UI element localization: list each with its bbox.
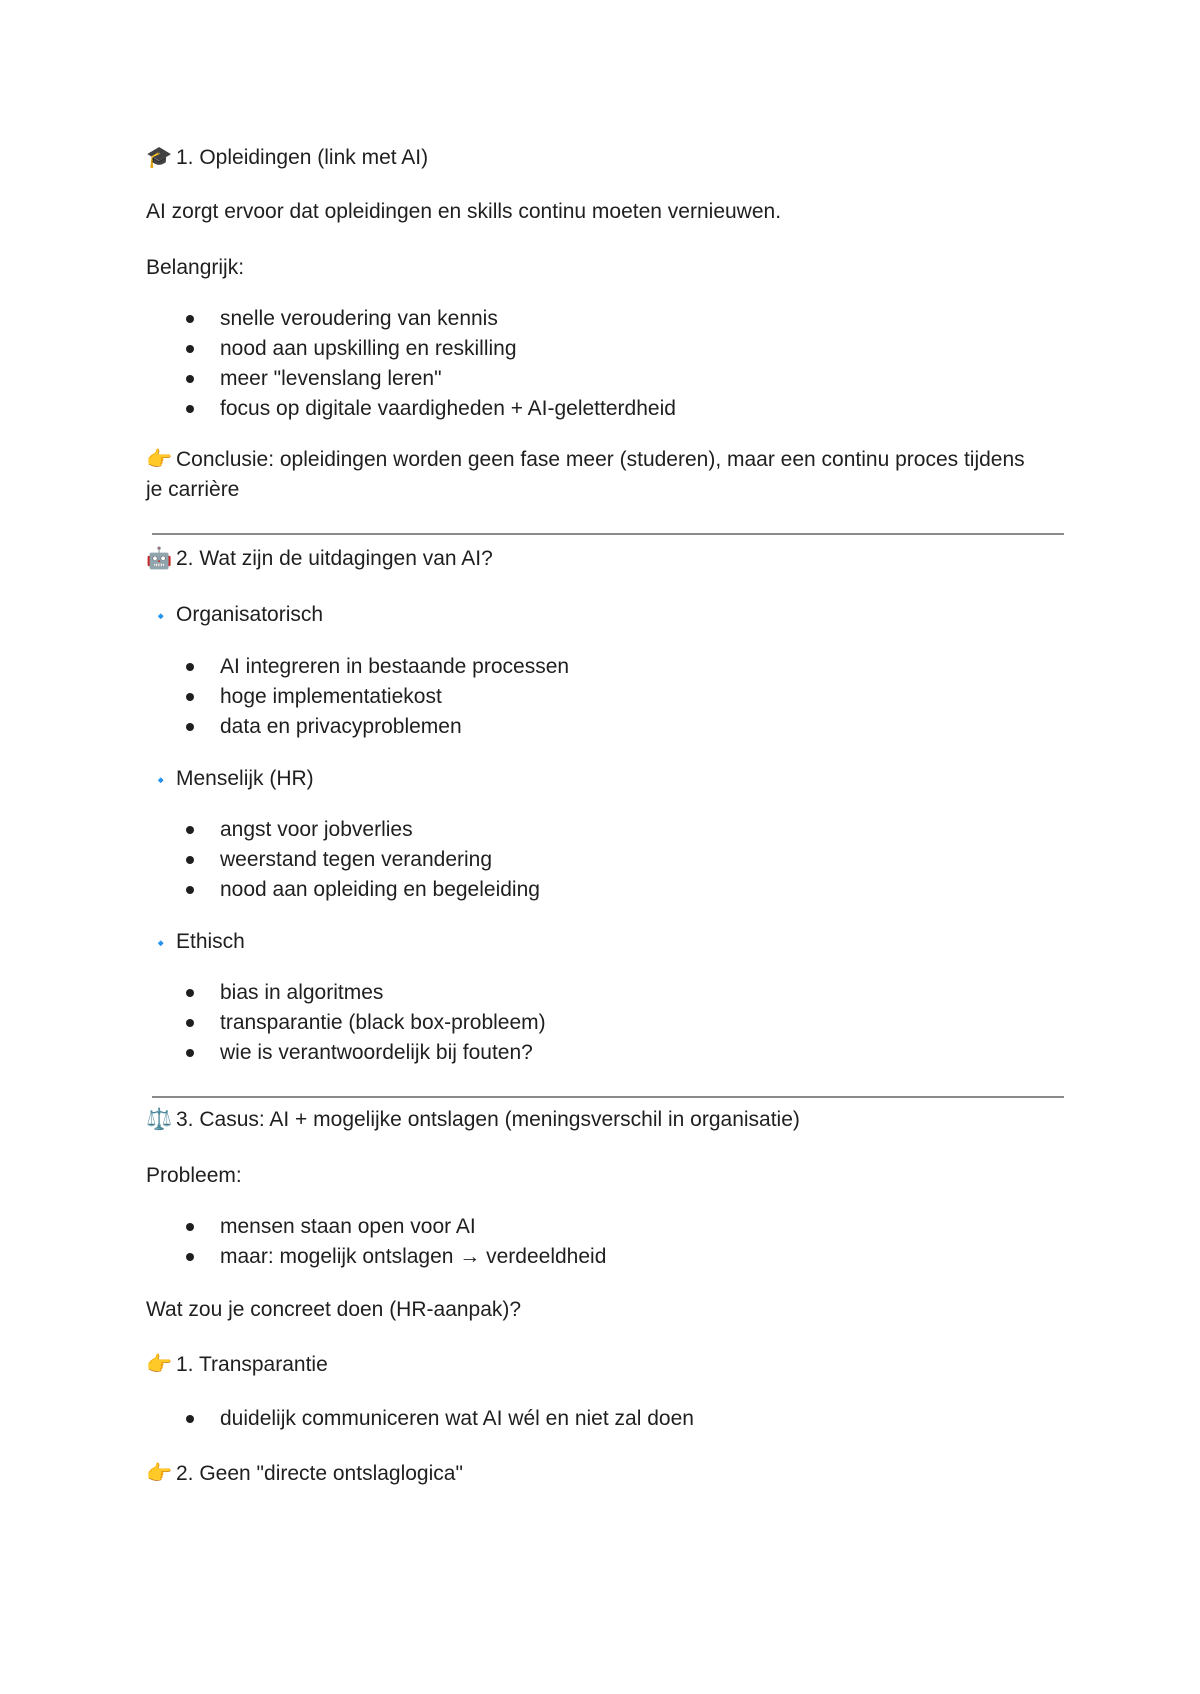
group-title-menselijk: 🔹 Menselijk (HR) <box>146 764 1066 795</box>
list-item: meer "levenslang leren" <box>146 364 1066 394</box>
step-1-list <box>146 1404 1066 1434</box>
section-1-heading: 🎓 1. Opleidingen (link met AI) <box>146 142 1066 173</box>
section-2-heading: 🤖 2. Wat zijn de uitdagingen van AI? <box>146 543 1066 574</box>
section-3-question: Wat zou je concreet doen (HR-aanpak)? <box>146 1298 522 1321</box>
section-1-label: Belangrijk: <box>146 256 245 279</box>
list-item: mensen staan open voor AI <box>146 1212 1066 1242</box>
group-list-ethisch <box>146 978 1066 1068</box>
list-item: weerstand tegen verandering <box>146 845 1066 875</box>
list-item: data en privacyproblemen <box>146 712 1066 742</box>
blue-diamond-icon: 🔹 <box>152 608 170 624</box>
section-3-list <box>146 1212 1066 1272</box>
list-item: AI integreren in bestaande processen <box>146 652 1066 682</box>
step-1-heading: 👉 1. Transparantie <box>146 1349 1066 1380</box>
group-list-menselijk <box>146 815 1066 905</box>
group-list-organisatorisch <box>146 652 1066 742</box>
list-item: focus op digitale vaardigheden + AI-geletterdheid <box>146 394 1066 424</box>
pointing-hand-icon: 👉 <box>146 447 173 471</box>
group-title-organisatorisch: 🔹 Organisatorisch <box>146 600 1066 631</box>
list-item: wie is verantwoordelijk bij fouten? <box>146 1038 1066 1068</box>
divider <box>152 1096 1064 1098</box>
step-2-heading: 👉 2. Geen "directe ontslaglogica" <box>146 1458 1066 1489</box>
document-content <box>146 142 1066 1489</box>
list-item: snelle veroudering van kennis <box>146 304 1066 334</box>
list-item: bias in algoritmes <box>146 978 1066 1008</box>
group-title-ethisch: 🔹 Ethisch <box>146 927 1066 958</box>
balance-scale-icon: ⚖️ <box>146 1107 173 1131</box>
section-1-conclusion: 👉 Conclusie: opleidingen worden geen fase meer (studeren), maar een continu proces tijdens je carrière <box>146 444 1026 505</box>
robot-icon: 🤖 <box>146 546 173 570</box>
list-item: maar: mogelijk ontslagen → verdeeldheid <box>146 1242 1066 1272</box>
pointing-hand-icon: 👉 <box>146 1461 173 1485</box>
list-item: nood aan opleiding en begeleiding <box>146 875 1066 905</box>
section-1-intro: AI zorgt ervoor dat opleidingen en skills continu moeten vernieuwen. <box>146 200 782 223</box>
section-3-label: Probleem: <box>146 1164 242 1187</box>
list-item: angst voor jobverlies <box>146 815 1066 845</box>
list-item: nood aan upskilling en reskilling <box>146 334 1066 364</box>
list-item: transparantie (black box-probleem) <box>146 1008 1066 1038</box>
blue-diamond-icon: 🔹 <box>152 935 170 951</box>
list-item: duidelijk communiceren wat AI wél en niet zal doen <box>146 1404 1066 1434</box>
blue-diamond-icon: 🔹 <box>152 772 170 788</box>
divider <box>152 533 1064 535</box>
section-3-heading: ⚖️ 3. Casus: AI + mogelijke ontslagen (meningsverschil in organisatie) <box>146 1104 1066 1135</box>
graduation-cap-icon: 🎓 <box>146 145 173 169</box>
pointing-hand-icon: 👉 <box>146 1352 173 1376</box>
section-1-list <box>146 304 1066 424</box>
list-item: hoge implementatiekost <box>146 682 1066 712</box>
